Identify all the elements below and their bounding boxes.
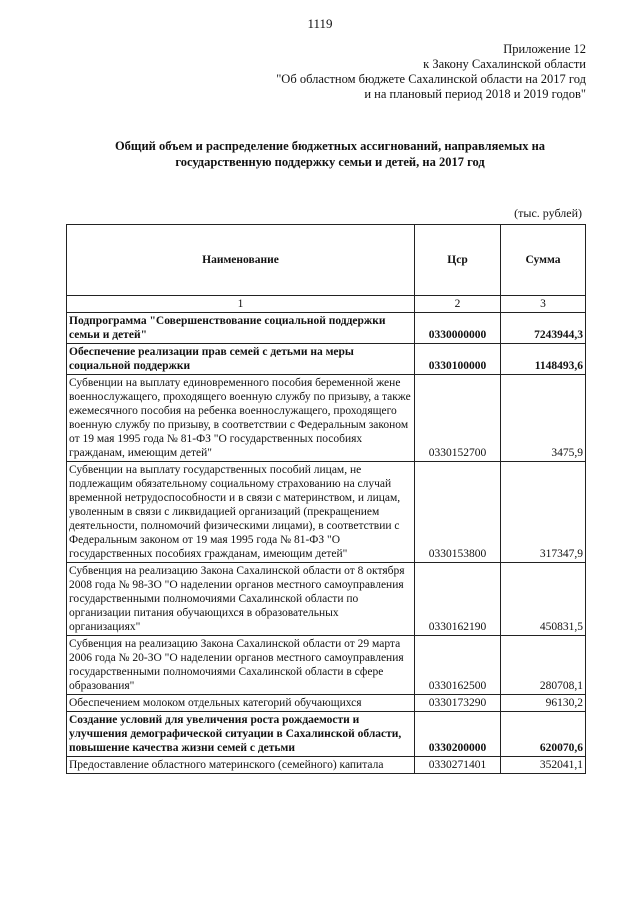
column-number: 1 (67, 296, 415, 313)
row-csr: 0330162500 (415, 636, 501, 695)
table-row (67, 344, 586, 375)
table-row (67, 712, 586, 757)
row-sum: 450831,5 (501, 563, 586, 636)
table-row (67, 462, 586, 563)
column-number: 2 (415, 296, 501, 313)
row-sum: 352041,1 (501, 757, 586, 774)
row-sum: 3475,9 (501, 375, 586, 462)
column-number-row (67, 296, 586, 313)
table-row (67, 636, 586, 695)
table-row (67, 563, 586, 636)
row-sum: 96130,2 (501, 695, 586, 712)
row-sum: 317347,9 (501, 462, 586, 563)
row-name: Подпрограмма "Совершенствование социальной поддержки семьи и детей" (67, 313, 415, 344)
row-name: Обеспечением молоком отдельных категорий обучающихся (67, 695, 415, 712)
table-header-row (67, 225, 586, 296)
document-title (60, 138, 600, 170)
appendix-header (276, 42, 586, 102)
row-sum: 1148493,6 (501, 344, 586, 375)
column-number: 3 (501, 296, 586, 313)
row-csr: 0330152700 (415, 375, 501, 462)
page-number: 1119 (307, 16, 333, 31)
title-line: Общий объем и распределение бюджетных ассигнований, направляемых на (114, 139, 546, 153)
table-row (67, 375, 586, 462)
row-csr: 0330162190 (415, 563, 501, 636)
header-csr: Цср (415, 225, 501, 296)
table-row (67, 313, 586, 344)
row-sum: 620070,6 (501, 712, 586, 757)
budget-table (66, 224, 586, 774)
row-name: Предоставление областного материнского (семейного) капитала (67, 757, 415, 774)
row-csr: 0330100000 (415, 344, 501, 375)
row-name: Субвенции на выплату государственных пособий лицам, не подлежащим обязательному социальному страхованию на случай временной нетрудоспособности и в связи с материнством, и лицам, уволенным в связи с ликвидацией организаций (прекращением деятельности, полномочий физическими лицами), в соответствии с Федеральным законом от 19 мая 1995 года № 81-ФЗ "О государственных пособиях гражданам, имеющим детей" (67, 462, 415, 563)
appendix-line: "Об областном бюджете Сахалинской области на 2017 год (276, 72, 586, 86)
row-sum: 7243944,3 (501, 313, 586, 344)
header-name: Наименование (67, 225, 415, 296)
table-row (67, 695, 586, 712)
row-csr: 0330000000 (415, 313, 501, 344)
row-csr: 0330153800 (415, 462, 501, 563)
table-row (67, 757, 586, 774)
row-name: Создание условий для увеличения роста рождаемости и улучшения демографической ситуации в Сахалинской области, повышение качества жизни семей с детьми (67, 712, 415, 757)
header-sum: Сумма (501, 225, 586, 296)
title-line: государственную поддержку семьи и детей, на 2017 год (175, 155, 485, 169)
unit-label: (тыс. рублей) (514, 206, 582, 220)
row-name: Субвенция на реализацию Закона Сахалинской области от 29 марта 2006 года № 20-ЗО "О наделении органов местного самоуправления государственными полномочиями Сахалинской области в сфере образования" (67, 636, 415, 695)
appendix-line: и на плановый период 2018 и 2019 годов" (364, 87, 586, 101)
row-name: Субвенции на выплату единовременного пособия беременной жене военнослужащего, проходящего военную службу по призыву, а также ежемесячного пособия на ребенка военнослужащего, проходящего военную службу по призыву, в соответствии с Федеральным законом от 19 мая 1995 года № 81-ФЗ "О государственных пособиях гражданам, имеющим детей" (67, 375, 415, 462)
row-csr: 0330173290 (415, 695, 501, 712)
row-sum: 280708,1 (501, 636, 586, 695)
row-csr: 0330200000 (415, 712, 501, 757)
row-name: Субвенция на реализацию Закона Сахалинской области от 8 октября 2008 года № 98-ЗО "О наделении органов местного самоуправления государственными полномочиями Сахалинской области по организации питания обучающихся в образовательных организациях" (67, 563, 415, 636)
appendix-line: Приложение 12 (503, 42, 586, 56)
row-csr: 0330271401 (415, 757, 501, 774)
appendix-line: к Закону Сахалинской области (423, 57, 586, 71)
row-name: Обеспечение реализации прав семей с детьми на меры социальной поддержки (67, 344, 415, 375)
